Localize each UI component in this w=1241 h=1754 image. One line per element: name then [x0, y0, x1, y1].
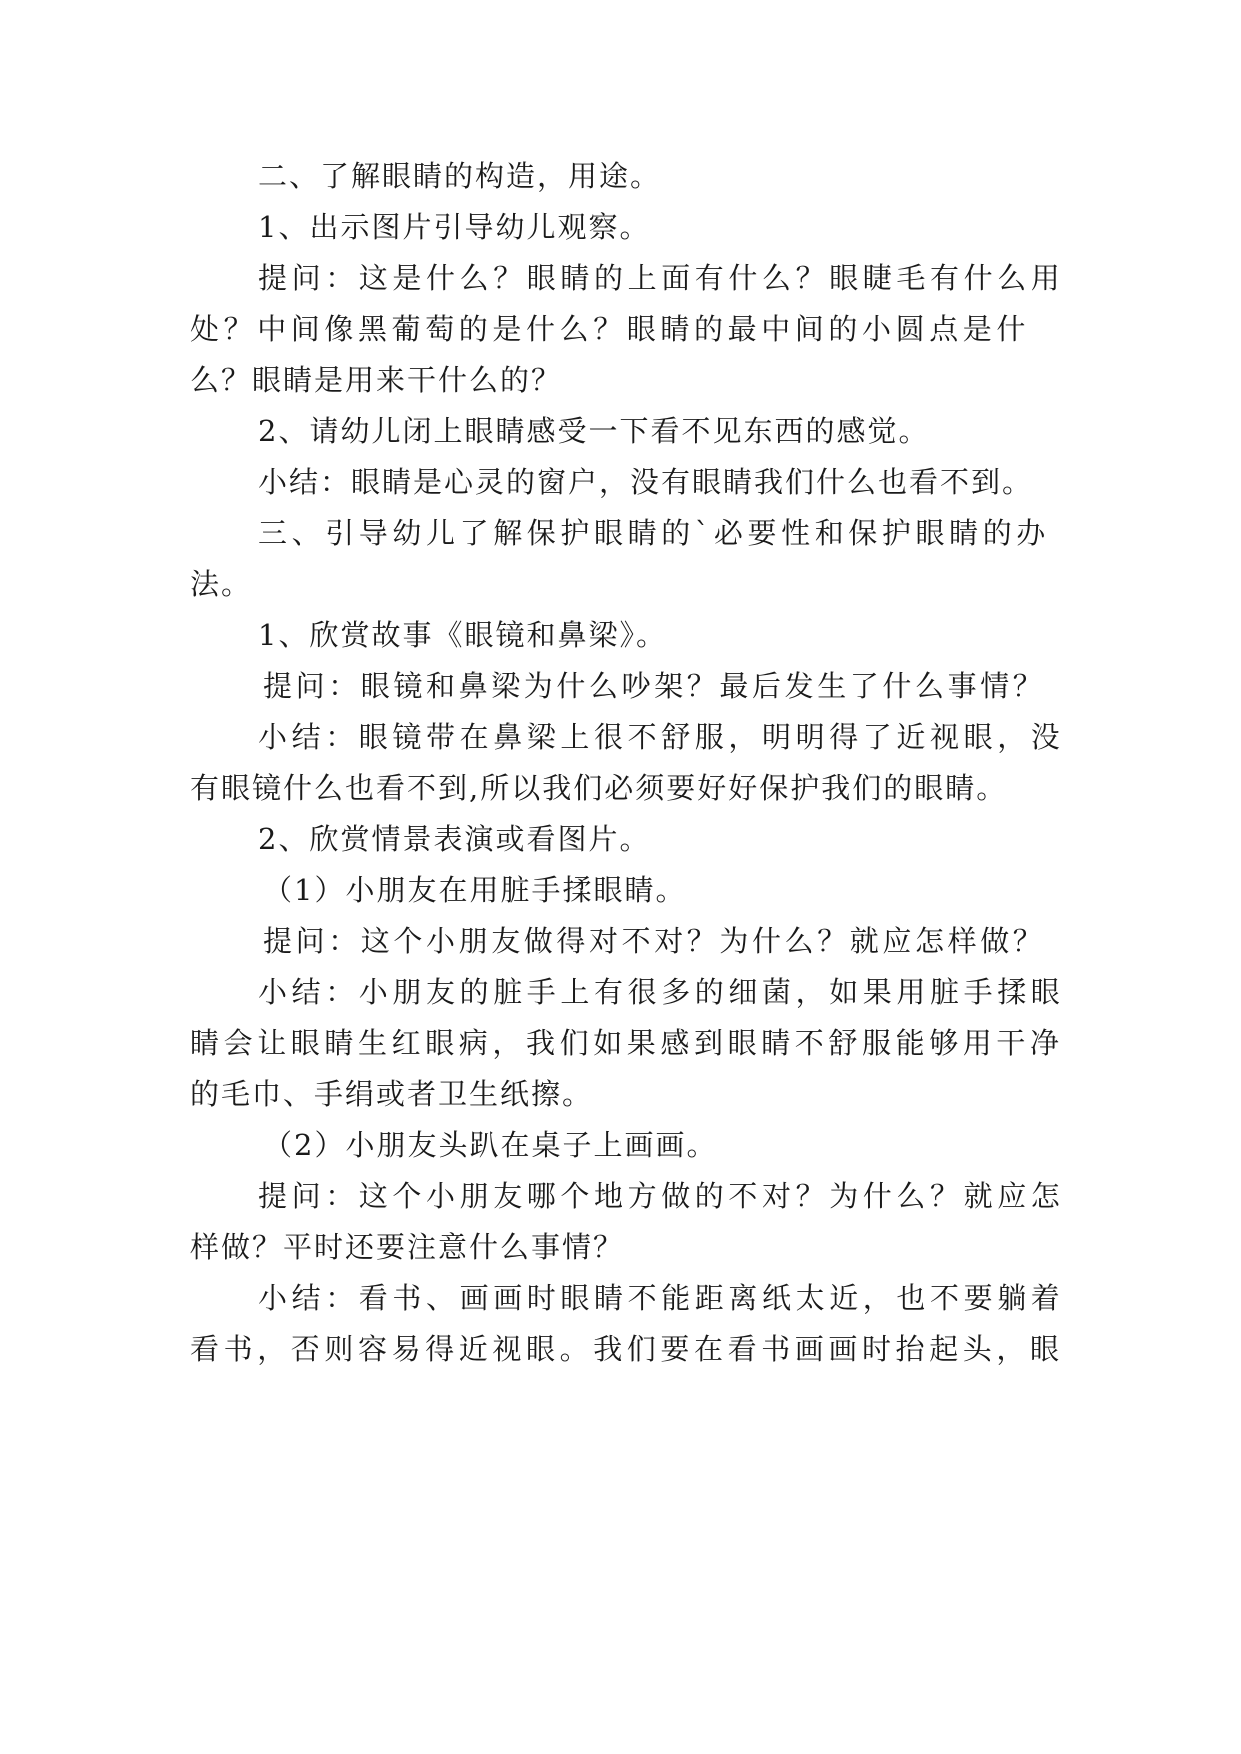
question-paragraph-line-1: 提问：这是什么？眼睛的上面有什么？眼睫毛有什么用	[258, 261, 1065, 295]
summary-scene-1-line-1: 小结：小朋友的脏手上有很多的细菌，如果用脏手揉眼	[258, 975, 1065, 1009]
summary-scene-1-line-3: 的毛巾、手绢或者卫生纸擦。	[190, 1077, 594, 1111]
summary-glasses-line-2: 有眼镜什么也看不到,所以我们必须要好好保护我们的眼睛。	[190, 771, 1008, 805]
question-paragraph-line-2: 处？中间像黑葡萄的是什么？眼睛的最中间的小圆点是什	[190, 312, 1031, 346]
section-heading-3-line-2: 法。	[190, 567, 253, 601]
summary-scene-2-line-1: 小结：看书、画画时眼睛不能距离纸太近，也不要躺着	[258, 1281, 1065, 1315]
scene-2-head-on-desk: （2）小朋友头趴在桌子上画画。	[263, 1128, 718, 1162]
step-1-story: 1、欣赏故事《眼镜和鼻梁》。	[258, 618, 667, 652]
section-heading-3-line-1: 三、引导幼儿了解保护眼睛的`必要性和保护眼睛的办	[258, 516, 1050, 550]
summary-scene-2-line-2: 看书，否则容易得近视眼。我们要在看书画画时抬起头，眼	[190, 1332, 1064, 1366]
question-paragraph-line-3: 么？眼睛是用来干什么的？	[190, 363, 563, 397]
question-scene-2-line-1: 提问：这个小朋友哪个地方做的不对？为什么？就应怎	[258, 1179, 1065, 1213]
summary-glasses-line-1: 小结：眼镜带在鼻梁上很不舒服，明明得了近视眼，没	[258, 720, 1065, 754]
question-scene-1: 提问：这个小朋友做得对不对？为什么？就应怎样做？	[263, 924, 1046, 958]
question-scene-2-line-2: 样做？平时还要注意什么事情？	[190, 1230, 625, 1264]
step-2-close-eyes: 2、请幼儿闭上眼睛感受一下看不见东西的感觉。	[258, 414, 930, 448]
question-glasses-nose: 提问：眼镜和鼻梁为什么吵架？最后发生了什么事情？	[263, 669, 1046, 703]
step-1-show-pictures: 1、出示图片引导幼儿观察。	[258, 210, 651, 244]
summary-scene-1-line-2: 睛会让眼睛生红眼病，我们如果感到眼睛不舒服能够用干净	[190, 1026, 1064, 1060]
summary-eyes-window: 小结：眼睛是心灵的窗户，没有眼睛我们什么也看不到。	[258, 465, 1034, 499]
section-heading-2: 二、了解眼睛的构造，用途。	[258, 159, 662, 193]
scene-1-dirty-hands: （1）小朋友在用脏手揉眼睛。	[263, 873, 687, 907]
step-2-scene: 2、欣赏情景表演或看图片。	[258, 822, 651, 856]
